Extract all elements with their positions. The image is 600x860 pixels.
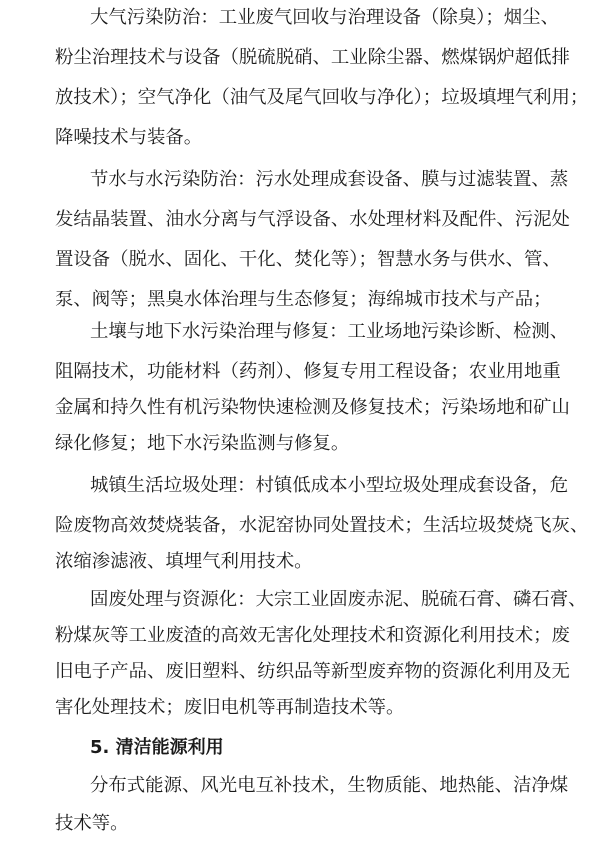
text-line: 固废处理与资源化：大宗工业固废赤泥、脱硫石膏、磷石膏、 bbox=[90, 589, 587, 610]
text-line: 大气污染防治：工业废气回收与治理设备（除臭）；烟尘、 bbox=[90, 7, 559, 28]
text-line: 泵、阀等；黑臭水体治理与生态修复；海绵城市技术与产品； bbox=[55, 289, 552, 310]
text-line: 分布式能源、风光电互补技术，生物质能、地热能、洁净煤 bbox=[90, 775, 569, 796]
text-line: 害化处理技术；废旧电机等再制造技术等。 bbox=[55, 697, 405, 718]
text-line: 置设备（脱水、固化、干化、焚化等）；智慧水务与供水、管、 bbox=[55, 249, 561, 270]
text-line: 浓缩渗滤液、填埋气利用技术。 bbox=[55, 551, 313, 572]
text-line: 粉尘治理技术与设备（脱硫脱硝、工业除尘器、燃煤锅炉超低排 bbox=[55, 47, 570, 68]
text-line: 放技术）；空气净化（油气及尾气回收与净化）；垃圾填埋气利用； bbox=[55, 87, 589, 108]
text-line: 技术等。 bbox=[55, 813, 129, 834]
text-line: 险废物高效焚烧装备，水泥窑协同处置技术；生活垃圾焚烧飞灰、 bbox=[55, 515, 589, 536]
text-line: 节水与水污染防治：污水处理成套设备、膜与过滤装置、蒸 bbox=[90, 169, 569, 190]
text-line: 阻隔技术，功能材料（药剂）、修复专用工程设备；农业用地重 bbox=[55, 361, 561, 382]
text-line: 旧电子产品、废旧塑料、纺织品等新型废弃物的资源化利用及无 bbox=[55, 661, 570, 682]
section-heading: 5. 清洁能源利用 bbox=[90, 737, 224, 758]
text-line: 降噪技术与装备。 bbox=[55, 127, 203, 148]
text-line: 金属和持久性有机污染物快速检测及修复技术；污染场地和矿山 bbox=[55, 397, 570, 418]
text-line: 粉煤灰等工业废渣的高效无害化处理技术和资源化利用技术；废 bbox=[55, 625, 570, 646]
text-line: 城镇生活垃圾处理：村镇低成本小型垃圾处理成套设备，危 bbox=[90, 475, 569, 496]
text-line: 绿化修复；地下水污染监测与修复。 bbox=[55, 433, 350, 454]
text-line: 发结晶装置、油水分离与气浮设备、水处理材料及配件、污泥处 bbox=[55, 209, 570, 230]
text-line: 土壤与地下水污染治理与修复：工业场地污染诊断、检测、 bbox=[90, 321, 569, 342]
